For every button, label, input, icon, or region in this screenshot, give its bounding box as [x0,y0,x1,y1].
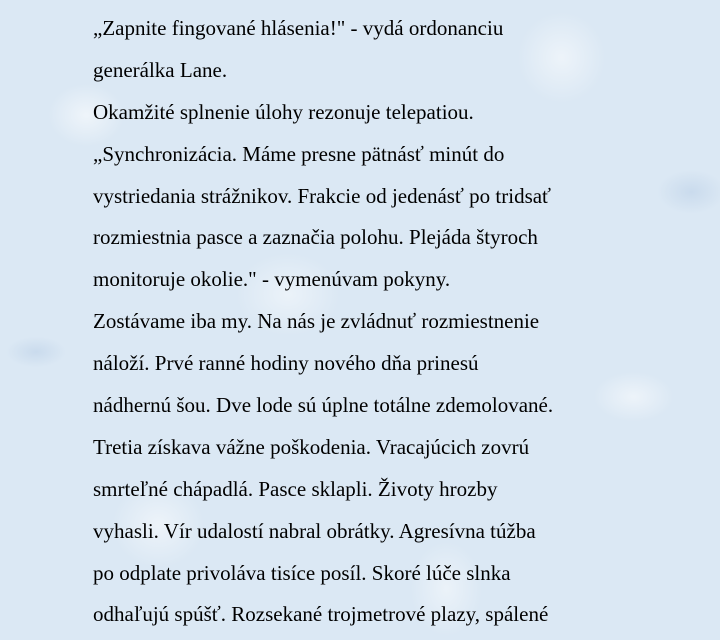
text-line-1: „Zapnite fingované hlásenia!" - vydá ordonanciu [93,16,504,40]
text-line-6: rozmiestnia pasce a zaznačia polohu. Plejáda štyroch [93,225,538,250]
text-line-5: vystriedania strážnikov. Frakcie od jedenásť po tridsať [93,183,552,208]
text-line-3: Okamžité splnenie úlohy rezonuje telepatiou. [93,99,474,124]
text-line-8: Zostávame iba my. Na nás je zvládnuť rozmiestnenie [93,309,540,334]
text-line-13: vyhasli. Vír udalostí nabral obrátky. Agresívna túžba [93,518,536,543]
text-line-10: nádhernú šou. Dve lode sú úplne totálne zdemolované. [93,393,554,418]
text-line-15: odhaľujú spúšť. Rozsekané trojmetrové plazy, spálené [93,602,549,627]
text-line-9: náloží. Prvé ranné hodiny nového dňa prinesú [93,351,479,376]
text-line-2: generálka Lane. [93,57,228,82]
text-line-14: po odplate privoláva tisíce posíl. Skoré lúče slnka [93,560,511,585]
text-line-11: Tretia získava vážne poškodenia. Vracajúcich zovrú [93,434,530,459]
story-text [93,8,703,636]
text-line-4: „Synchronizácia. Máme presne pätnásť minút do [93,141,505,166]
text-line-7: monitoruje okolie." - vymenúvam pokyny. [93,267,451,292]
text-line-12: smrteľné chápadlá. Pasce sklapli. Životy hrozby [93,476,498,501]
